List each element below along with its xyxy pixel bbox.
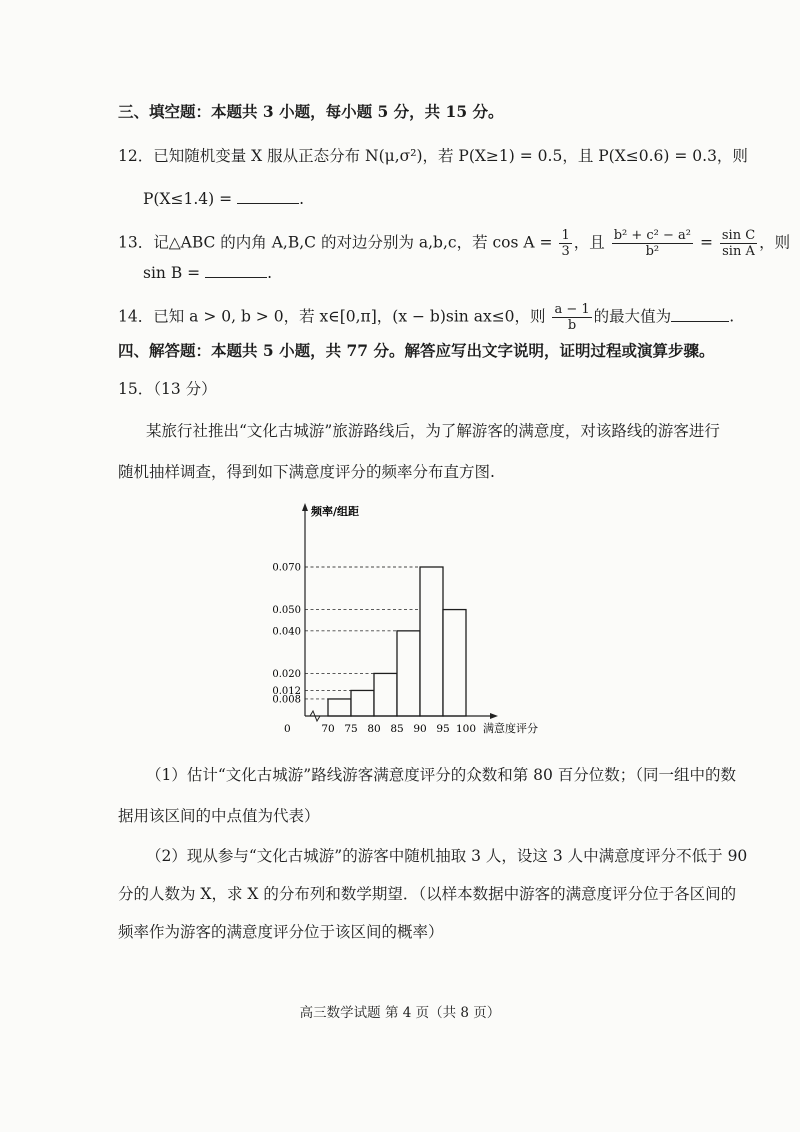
- q15-intro-line2: 随机抽样调查，得到如下满意度评分的频率分布直方图.: [118, 463, 495, 481]
- histogram-bar-75-80: [351, 690, 374, 716]
- y-tick-label: 0.012: [272, 685, 301, 697]
- q15-number: 15．（13 分）: [118, 380, 217, 398]
- histogram-bar-95-100: [443, 610, 466, 716]
- q13-mid: ，且: [573, 233, 605, 252]
- q13-suffix: ，则: [759, 233, 791, 252]
- q13-equals: =: [699, 233, 713, 252]
- q13-prefix: 13．记△ABC 的内角 A,B,C 的对边分别为 a,b,c，若 cos A =: [118, 233, 553, 252]
- x-tick-label: 95: [436, 723, 450, 735]
- x-tick-label: 100: [455, 723, 477, 735]
- section3-heading: 三、填空题：本题共 3 小题，每小题 5 分，共 15 分。: [118, 102, 504, 121]
- histogram-bar-80-85: [374, 673, 397, 716]
- y-tick-label: 0.008: [272, 694, 301, 706]
- q13-answer-blank[interactable]: [205, 263, 267, 278]
- q13-line2: sin B = .: [143, 264, 273, 282]
- frequency-histogram: [260, 495, 560, 745]
- q13-frac-sides: $\frac{\text{b² + c² − a²}}{\text{b²}}$: [613, 228, 691, 259]
- q12-expression: P(X≤1.4) =: [143, 190, 233, 208]
- q15-part1-line2: 据用该区间的中点值为代表）: [118, 807, 320, 825]
- q13-frac-sine: $\frac{\text{sin C}}{\text{sin A}}$: [721, 228, 756, 259]
- origin-label: 0: [284, 723, 291, 735]
- y-tick-label: 0.020: [272, 668, 301, 680]
- q15-part1-line1: （1）估计“文化古城游”路线游客满意度评分的众数和第 80 百分位数；（同一组中的数: [146, 766, 737, 784]
- q15-intro-line1: 某旅行社推出“文化古城游”旅游路线后，为了解游客的满意度，对该路线的游客进行: [146, 422, 720, 440]
- histogram-bars: [328, 567, 466, 716]
- histogram-bar-70-75: [328, 699, 351, 716]
- y-tick-label: 0.040: [272, 626, 301, 638]
- x-tick-label: 90: [413, 723, 427, 735]
- q12-line2: P(X≤1.4) = .: [143, 190, 304, 208]
- x-tick-label: 75: [344, 723, 358, 735]
- q14-suffix: 的最大值为: [593, 307, 672, 326]
- x-tick-label: 85: [390, 723, 404, 735]
- q13-frac-cos: $\frac{1}{3}$: [561, 228, 570, 259]
- y-axis-label: 频率/组距: [311, 505, 360, 518]
- q14-prefix: 14．已知 a > 0, b > 0，若 x∈[0,π]，(x − b)sin ax≤0，则: [118, 307, 546, 326]
- q12-line1: 12．已知随机变量 X 服从正态分布 N(μ,σ²)，若 P(X≥1) = 0.5，且 P(X≤0.6) = 0.3，则: [118, 147, 748, 165]
- y-tick-label: 0.070: [272, 562, 301, 574]
- q13-expression: sin B =: [143, 264, 201, 282]
- section4-heading: 四、解答题：本题共 5 小题，共 77 分。解答应写出文字说明，证明过程或演算步骤。: [118, 341, 715, 360]
- q12-answer-blank[interactable]: [237, 189, 299, 204]
- y-axis-arrow: [302, 503, 308, 511]
- histogram-bar-85-90: [397, 631, 420, 716]
- x-tick-label: 80: [367, 723, 381, 735]
- x-tick-label: 70: [321, 723, 335, 735]
- histogram-bar-90-95: [420, 567, 443, 716]
- q15-part2-line3: 频率作为游客的满意度评分位于该区间的概率）: [118, 923, 444, 941]
- x-axis-label: 满意度评分: [483, 722, 538, 735]
- q13-line1: [118, 228, 790, 259]
- q15-part2-line1: （2）现从参与“文化古城游”的游客中随机抽取 3 人，设这 3 人中满意度评分不低于 90: [146, 847, 748, 865]
- q14-frac: $\frac{a - 1}{b}$: [554, 302, 590, 333]
- q15-part2-line2: 分的人数为 X，求 X 的分布列和数学期望．（以样本数据中游客的满意度评分位于各区间的: [118, 885, 737, 903]
- page-footer: 高三数学试题 第 4 页（共 8 页）: [299, 1005, 501, 1021]
- q14-line: 14．已知 a > 0, b > 0，若 x∈[0,π]，(x − b)sin ax≤0，则 $\frac{a - 1}{b}$ 的最大值为 .: [118, 302, 735, 333]
- q14-answer-blank[interactable]: [671, 307, 729, 322]
- y-tick-label: 0.050: [272, 605, 301, 617]
- x-axis-arrow: [490, 713, 498, 719]
